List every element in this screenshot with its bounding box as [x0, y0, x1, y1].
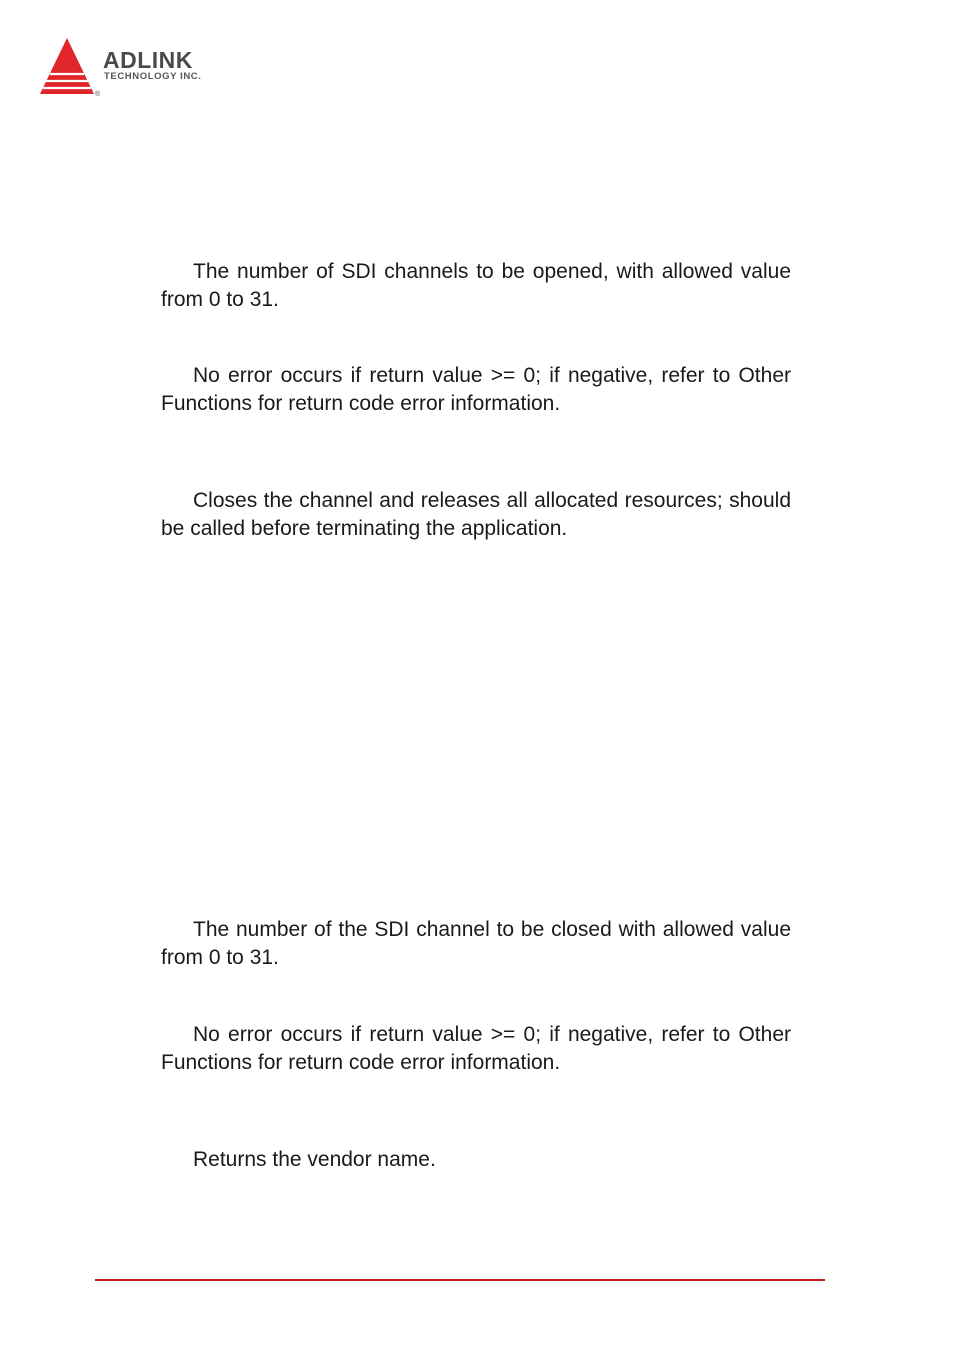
paragraph-close-return-value: No error occurs if return value >= 0; if negative, refer to Other Functions for return code error information. — [161, 1023, 791, 1074]
paragraph-close-description: Closes the channel and releases all allocated resources; should be called before terminating the application. — [161, 489, 791, 540]
footer-divider — [95, 1279, 825, 1281]
adlink-logo — [38, 36, 238, 100]
logo-brand-name: ADLINK — [103, 47, 193, 73]
registered-mark: ® — [95, 91, 101, 98]
paragraph-close-channel-parameter: The number of the SDI channel to be closed with allowed value from 0 to 31. — [161, 918, 791, 969]
paragraph-open-channel-parameter: The number of SDI channels to be opened, with allowed value from 0 to 31. — [161, 260, 791, 311]
logo-brand-subtitle: TECHNOLOGY INC. — [104, 71, 202, 82]
adlink-triangle-icon — [38, 36, 102, 98]
paragraph-open-return-value: No error occurs if return value >= 0; if negative, refer to Other Functions for return code error information. — [161, 364, 791, 415]
paragraph-vendor-description: Returns the vendor name. — [193, 1148, 436, 1171]
